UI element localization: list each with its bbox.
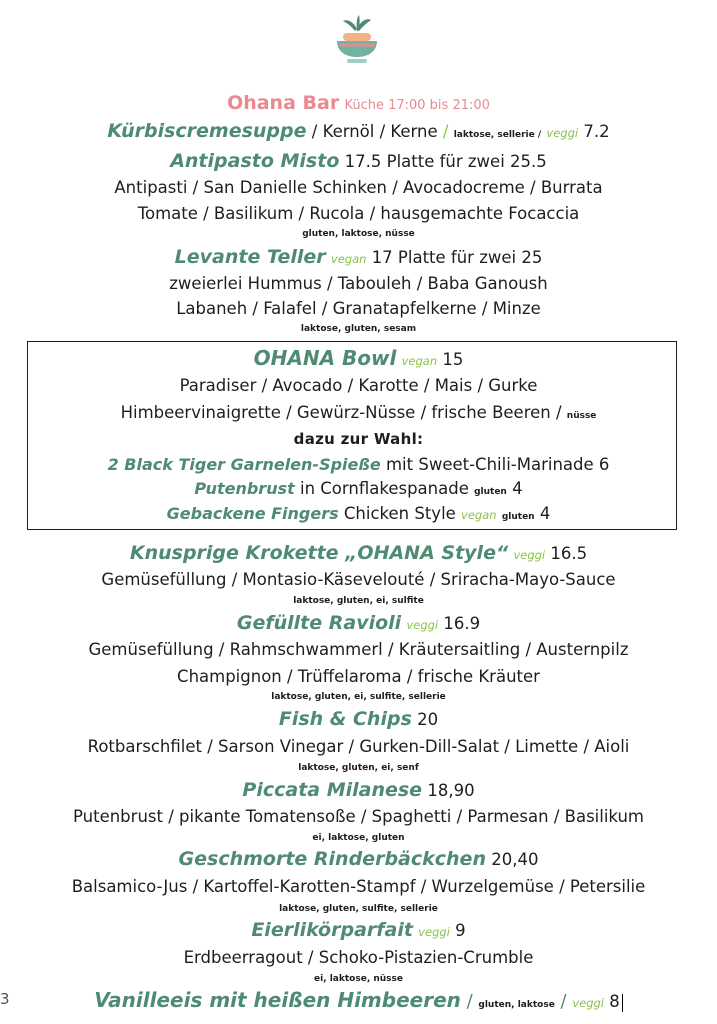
dish-desc: Gemüsefüllung / Montasio-Käsevelouté / Sriracha-Mayo-Sauce — [101, 570, 616, 589]
veggie-tag: veggi — [546, 126, 579, 140]
dish-name: Kürbiscremesuppe — [107, 120, 307, 142]
bowl-option-fingers — [0, 504, 717, 527]
price: 15 — [442, 350, 464, 369]
price: 17 Platte für zwei 25 — [371, 248, 543, 267]
allergens: gluten, laktose — [478, 1000, 555, 1010]
price: 20 — [417, 710, 439, 729]
option-desc: Chicken Style — [338, 504, 462, 523]
allergens: gluten — [474, 487, 507, 497]
dish-desc: Balsamico-Jus / Kartoffel-Karotten-Stampf / Wurzelgemüse / Petersilie — [71, 877, 646, 896]
dish-name: Levante Teller — [174, 246, 326, 268]
vegan-tag: vegan — [461, 508, 497, 522]
veggie-tag: veggi — [406, 618, 439, 632]
dish-name: OHANA Bowl — [253, 346, 397, 370]
option-desc: in Cornflakespanade — [294, 479, 475, 498]
menu-item-piccata — [0, 780, 717, 801]
bar-header — [0, 93, 717, 116]
dish-desc: Paradiser / Avocado / Karotte / Mais / Gurke — [179, 376, 538, 395]
price: 17.5 Platte für zwei 25.5 — [344, 152, 547, 171]
menu-item-ohana-bowl — [0, 348, 717, 371]
allergens: nüsse — [566, 411, 597, 421]
price: 16.5 — [550, 544, 588, 563]
allergens: laktose, sellerie / — [453, 130, 542, 140]
dish-desc: / Kernöl / Kerne — [306, 122, 443, 141]
price: 8 — [609, 992, 620, 1011]
menu-item-kuerbiscremesuppe — [0, 121, 717, 145]
bowl-option-garnelen — [0, 455, 717, 475]
menu-item-krokette — [0, 543, 717, 565]
dish-name: Eierlikörparfait — [251, 919, 413, 941]
allergens: laktose, gluten, sulfite, sellerie — [279, 904, 438, 914]
veggie-tag: veggi — [513, 548, 546, 562]
allergens: laktose, gluten, ei, sulfite, sellerie — [271, 692, 446, 702]
dish-name: Vanilleeis mit heißen Himbeeren — [94, 988, 461, 1012]
dish-desc: Champignon / Trüffelaroma / frische Kräuter — [177, 667, 540, 686]
allergens: ei, laktose, nüsse — [313, 974, 403, 984]
dish-desc: Tomate / Basilikum / Rucola / hausgemachte Focaccia — [137, 204, 580, 223]
allergens: gluten, laktose, nüsse — [302, 229, 415, 239]
option-price: 4 — [512, 479, 523, 498]
veggie-tag: veggi — [572, 996, 604, 1010]
option-name: 2 Black Tiger Garnelen-Spieße — [107, 455, 381, 474]
dish-name: Antipasto Misto — [170, 150, 340, 172]
bowl-option-putenbrust — [0, 479, 717, 502]
vegan-tag: vegan — [330, 252, 367, 266]
dish-desc: Gemüsefüllung / Rahmschwammerl / Kräutersaitling / Austernpilz — [88, 640, 629, 659]
menu-item-antipasto-misto — [0, 151, 717, 172]
veggie-tag: veggi — [418, 925, 450, 939]
allergens: laktose, gluten, ei, sulfite — [293, 596, 424, 606]
price: 18,90 — [427, 781, 475, 800]
option-price: 6 — [598, 455, 610, 474]
dish-name: Fish & Chips — [278, 708, 412, 730]
allergens: ei, laktose, gluten — [312, 833, 405, 843]
option-name: Putenbrust — [194, 479, 295, 498]
allergens: laktose, gluten, sesam — [300, 324, 417, 334]
dish-name: Piccata Milanese — [242, 779, 423, 801]
text-cursor — [622, 994, 623, 1012]
menu-item-vanilleeis — [0, 990, 717, 1015]
dish-desc: Labaneh / Falafel / Granatapfelkerne / Minze — [176, 299, 541, 318]
dish-desc: zweierlei Hummus / Tabouleh / Baba Ganoush — [169, 274, 548, 293]
dish-desc: Erdbeerragout / Schoko-Pistazien-Crumble — [183, 948, 534, 967]
dish-desc-2 — [0, 403, 717, 426]
menu-item-eierlikoerparfait — [0, 920, 717, 942]
menu-item-levante-teller — [0, 247, 717, 269]
dish-desc: Himbeervinaigrette / Gewürz-Nüsse / frische Beeren / — [120, 403, 567, 422]
choice-title: dazu zur Wahl: — [293, 430, 424, 448]
option-price: 4 — [539, 504, 551, 523]
slash: / — [460, 991, 479, 1012]
dish-name: Knusprige Krokette „OHANA Style“ — [129, 542, 509, 564]
page-number: 3 — [0, 990, 10, 1008]
price: 9 — [455, 921, 466, 940]
vegan-tag: vegan — [401, 354, 438, 368]
menu-item-fish-chips — [0, 709, 717, 730]
slash: / — [554, 991, 573, 1012]
salad-bowl-logo-icon — [333, 15, 381, 67]
bar-title: Ohana Bar — [227, 92, 340, 114]
allergens: gluten — [501, 512, 535, 522]
kitchen-hours: Küche 17:00 bis 21:00 — [344, 98, 490, 113]
dish-desc: Putenbrust / pikante Tomatensoße / Spaghetti / Parmesan / Basilikum — [72, 807, 645, 826]
dish-desc: Rotbarschfilet / Sarson Vinegar / Gurken-Dill-Salat / Limette / Aioli — [87, 737, 630, 756]
price: 20,40 — [491, 850, 539, 869]
allergens: laktose, gluten, ei, senf — [298, 763, 419, 773]
dish-desc: Antipasti / San Danielle Schinken / Avocadocreme / Burrata — [114, 178, 603, 197]
price: 7.2 — [583, 122, 610, 141]
option-name: Gebackene Fingers — [166, 504, 339, 523]
menu-item-ravioli — [0, 613, 717, 635]
price: 16.9 — [443, 614, 481, 633]
menu-item-rinderbaeckchen — [0, 849, 717, 870]
dish-name: Geschmorte Rinderbäckchen — [178, 848, 486, 870]
option-desc: mit Sweet-Chili-Marinade — [380, 455, 594, 474]
dish-name: Gefüllte Ravioli — [236, 612, 402, 634]
slash: / — [442, 122, 449, 141]
